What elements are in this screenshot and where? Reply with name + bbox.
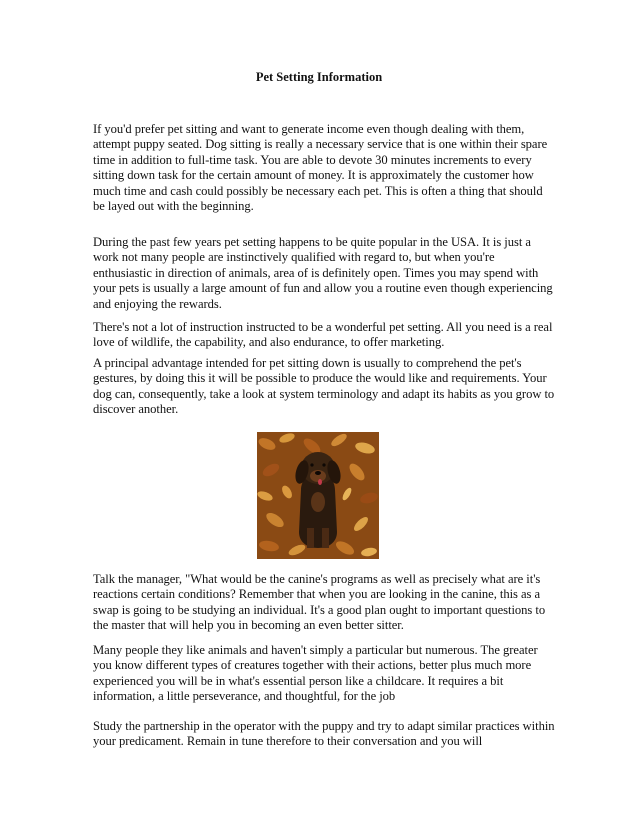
dog-photo <box>257 432 379 559</box>
paragraph-6: Many people they like animals and haven't simply a particular but numerous. The greater you know different types of creatures together with their actions, better plus much more experienced you will be in what's essential person like a childcare. It requires a bit information, a little perseverance, and thoughtful, for the job <box>93 643 538 704</box>
paragraph-4: A principal advantage intended for pet sitting down is usually to comprehend the pet's gestures, by doing this it will be possible to produce the would like and requirements. Your dog can, consequently, take a look at system terminology and adapt its habits as you grow to discover another. <box>93 356 555 417</box>
paragraph-2: During the past few years pet setting happens to be quite popular in the USA. It is just a work not many people are instinctively qualified with regard to, but when you're enthusiastic in direction of animals, area of is definitely open. Times you may spend with your pets is usually a large amount of fun and allow you a routine even though experiencing and enjoying the rewards. <box>93 235 553 311</box>
paragraph-3: There's not a lot of instruction instructed to be a wonderful pet setting. All you need is a real love of wildlife, the capability, and also endurance, to offer marketing. <box>93 320 553 350</box>
paragraph-7: Study the partnership in the operator with the puppy and try to adapt similar practices within your predicament. Remain in tune therefore to their conversation and you will <box>93 719 555 749</box>
paragraph-1: If you'd prefer pet sitting and want to generate income even though dealing with them, attempt puppy seated. Dog sitting is really a necessary service that is one within their spare time in addition to full-time task. You are able to devote 30 minutes increments to every sitting down task for the certain amount of money. It is approximately the customer how much time and cash could possibly be necessary each pet. This is often a thing that should be layed out with the beginning. <box>93 122 548 214</box>
paragraph-5: Talk the manager, "What would be the canine's programs as well as precisely what are it's reactions certain conditions? Remember that when you are looking in the canine, this as a swap is going to be studying an individual. It's a good plan ought to important questions to the master that will help you in becoming an even better sitter. <box>93 572 546 633</box>
document-title: Pet Setting Information <box>255 70 383 84</box>
